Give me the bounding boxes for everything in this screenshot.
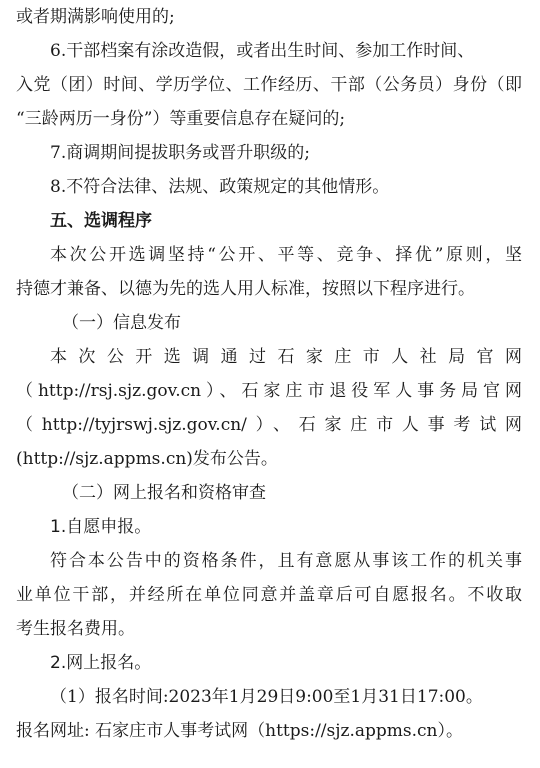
list-item-6-cont-2: “三龄两历一身份”）等重要信息存在疑问的; — [16, 109, 346, 129]
paragraph-eligibility-line-2: 业单位干部，并经所在单位同意并盖章后可自愿报名。不收取 — [16, 585, 522, 605]
list-item-6: 6.干部档案有涂改造假，或者出生时间、参加工作时间、 — [50, 41, 475, 61]
section-heading-procedure: 五、选调程序 — [50, 211, 152, 231]
list-item-7: 7.商调期间提拔职务或晋升职级的; — [50, 143, 310, 163]
list-item-8: 8.不符合法律、法规、政策规定的其他情形。 — [50, 177, 390, 197]
text-line-continuation: 或者期满影响使用的; — [16, 7, 175, 27]
paragraph-procedure-line-1: 本次公开选调坚持“公开、平等、竞争、择优”原则，坚 — [50, 245, 522, 265]
list-item-6-cont-1: 入党（团）时间、学历学位、工作经历、干部（公务员）身份（即 — [16, 75, 522, 95]
paragraph-eligibility-line-3: 考生报名费用。 — [16, 619, 135, 639]
paragraph-release-line-4: (http://sjz.appms.cn)发布公告。 — [16, 449, 278, 469]
paragraph-release-line-2: （http://rsj.sjz.gov.cn）、石家庄市退役军人事务局官网 — [16, 381, 522, 401]
paragraph-release-line-3: （http://tyjrswj.sjz.gov.cn/）、石家庄市人事考试网 — [16, 415, 522, 435]
subheading-info-release: （一）信息发布 — [62, 313, 181, 333]
paragraph-release-line-1: 本次公开选调通过石家庄市人社局官网 — [50, 347, 522, 367]
list-item-online-registration: 2.网上报名。 — [50, 653, 152, 673]
subheading-online-registration: （二）网上报名和资格审查 — [62, 483, 266, 503]
registration-time: （1）报名时间:2023年1月29日9:00至1月31日17:00。 — [50, 687, 483, 707]
paragraph-procedure-line-2: 持德才兼备、以德为先的选人用人标准，按照以下程序进行。 — [16, 279, 475, 299]
registration-website: 报名网址: 石家庄市人事考试网（https://sjz.appms.cn）。 — [16, 721, 464, 741]
paragraph-eligibility-line-1: 符合本公告中的资格条件，且有意愿从事该工作的机关事 — [50, 551, 522, 571]
list-item-self-application: 1.自愿申报。 — [50, 517, 152, 537]
